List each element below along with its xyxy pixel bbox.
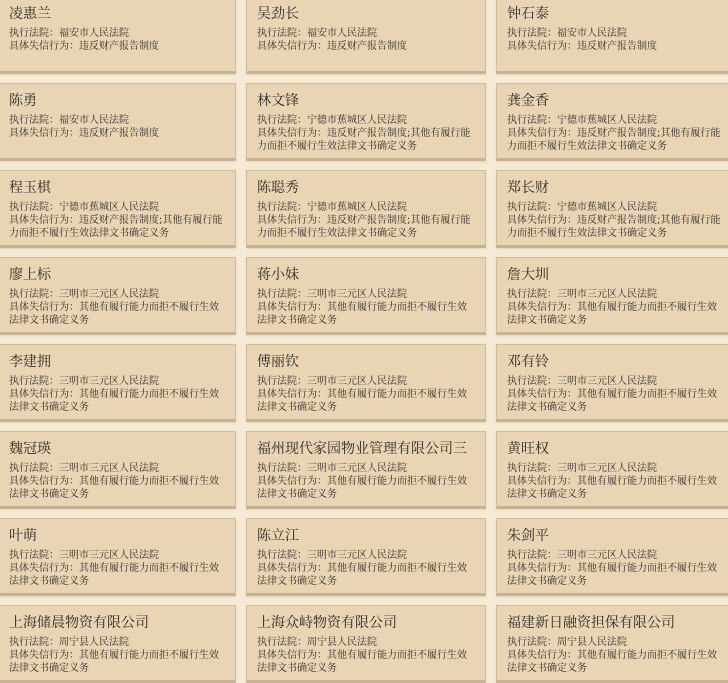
court-label: 执行法院： — [507, 289, 557, 300]
list-item[interactable] — [496, 83, 728, 161]
court-value: 三明市三元区人民法院 — [59, 550, 159, 561]
behavior-value: 其他有履行能力而拒不履行生效法律文书确定义务 — [507, 563, 717, 587]
behavior-value: 其他有履行能力而拒不履行生效法律文书确定义务 — [9, 389, 219, 413]
behavior-line — [9, 649, 225, 675]
court-line — [257, 375, 475, 388]
behavior-label: 具体失信行为： — [507, 128, 577, 139]
court-line — [257, 27, 475, 40]
list-item[interactable] — [496, 0, 728, 74]
court-value: 周宁县人民法院 — [59, 637, 129, 648]
court-value: 福安市人民法院 — [59, 28, 129, 39]
behavior-label: 具体失信行为： — [507, 650, 577, 661]
court-line — [507, 462, 725, 475]
person-name[interactable]: 林文锋 — [257, 93, 299, 109]
behavior-value: 违反财产报告制度;其他有履行能力而拒不履行生效法律文书确定义务 — [257, 215, 471, 239]
court-label: 执行法院： — [507, 202, 557, 213]
court-value: 宁德市蕉城区人民法院 — [557, 202, 657, 213]
person-name[interactable]: 程玉棋 — [9, 180, 51, 196]
list-item[interactable] — [0, 344, 236, 422]
list-item[interactable] — [0, 83, 236, 161]
behavior-line — [507, 388, 725, 414]
behavior-label: 具体失信行为： — [507, 389, 577, 400]
behavior-line — [507, 40, 725, 53]
list-item[interactable] — [246, 83, 486, 161]
person-name[interactable]: 郑长财 — [507, 180, 549, 196]
behavior-line — [9, 214, 225, 240]
behavior-line — [257, 475, 475, 501]
behavior-label: 具体失信行为： — [257, 476, 327, 487]
list-item[interactable] — [496, 431, 728, 509]
list-item[interactable] — [246, 170, 486, 248]
court-label: 执行法院： — [257, 376, 307, 387]
list-item[interactable] — [0, 431, 236, 509]
behavior-line — [9, 40, 225, 53]
behavior-value: 其他有履行能力而拒不履行生效法律文书确定义务 — [257, 563, 467, 587]
person-name[interactable]: 陈勇 — [9, 93, 37, 109]
list-item[interactable] — [496, 344, 728, 422]
court-label: 执行法院： — [507, 637, 557, 648]
behavior-line — [507, 649, 725, 675]
behavior-label: 具体失信行为： — [507, 215, 577, 226]
court-value: 三明市三元区人民法院 — [307, 550, 407, 561]
behavior-line — [257, 127, 475, 153]
behavior-label: 具体失信行为： — [9, 302, 79, 313]
court-line — [9, 114, 225, 127]
court-label: 执行法院： — [507, 28, 557, 39]
behavior-value: 违反财产报告制度 — [577, 41, 657, 52]
court-value: 宁德市蕉城区人民法院 — [59, 202, 159, 213]
person-name[interactable]: 上海储晨物资有限公司 — [9, 615, 149, 631]
behavior-label: 具体失信行为： — [507, 41, 577, 52]
behavior-line — [257, 388, 475, 414]
person-name[interactable]: 邓有铃 — [507, 354, 549, 370]
list-item[interactable] — [246, 431, 486, 509]
court-label: 执行法院： — [9, 115, 59, 126]
court-label: 执行法院： — [257, 202, 307, 213]
list-item[interactable] — [0, 518, 236, 596]
person-name[interactable]: 蒋小妹 — [257, 267, 299, 283]
court-label: 执行法院： — [9, 637, 59, 648]
court-line — [507, 201, 725, 214]
person-name[interactable]: 魏冠瑛 — [9, 441, 51, 457]
behavior-label: 具体失信行为： — [9, 650, 79, 661]
court-line — [507, 114, 725, 127]
list-item[interactable] — [0, 257, 236, 335]
court-label: 执行法院： — [9, 550, 59, 561]
list-item[interactable] — [246, 344, 486, 422]
behavior-label: 具体失信行为： — [507, 302, 577, 313]
behavior-line — [507, 301, 725, 327]
list-item[interactable] — [246, 257, 486, 335]
court-line — [257, 549, 475, 562]
list-item[interactable] — [0, 605, 236, 683]
behavior-value: 其他有履行能力而拒不履行生效法律文书确定义务 — [507, 650, 717, 674]
court-label: 执行法院： — [257, 637, 307, 648]
list-item[interactable] — [496, 170, 728, 248]
court-line — [9, 636, 225, 649]
behavior-value: 其他有履行能力而拒不履行生效法律文书确定义务 — [257, 476, 467, 500]
list-item[interactable] — [0, 170, 236, 248]
court-label: 执行法院： — [507, 376, 557, 387]
court-label: 执行法院： — [507, 115, 557, 126]
behavior-value: 其他有履行能力而拒不履行生效法律文书确定义务 — [9, 650, 219, 674]
court-value: 三明市三元区人民法院 — [307, 376, 407, 387]
court-label: 执行法院： — [507, 550, 557, 561]
court-value: 福安市人民法院 — [557, 28, 627, 39]
court-value: 宁德市蕉城区人民法院 — [557, 115, 657, 126]
behavior-line — [257, 649, 475, 675]
person-name[interactable]: 龚金香 — [507, 93, 549, 109]
behavior-line — [257, 562, 475, 588]
court-line — [507, 636, 725, 649]
behavior-label: 具体失信行为： — [9, 41, 79, 52]
court-value: 三明市三元区人民法院 — [557, 463, 657, 474]
court-value: 三明市三元区人民法院 — [307, 289, 407, 300]
court-value: 宁德市蕉城区人民法院 — [307, 202, 407, 213]
behavior-value: 其他有履行能力而拒不履行生效法律文书确定义务 — [257, 650, 467, 674]
behavior-line — [257, 214, 475, 240]
court-label: 执行法院： — [9, 202, 59, 213]
court-label: 执行法院： — [9, 28, 59, 39]
behavior-line — [9, 301, 225, 327]
person-name[interactable]: 凌惠兰 — [9, 6, 51, 22]
behavior-value: 违反财产报告制度 — [79, 41, 159, 52]
person-name[interactable]: 上海众峙物资有限公司 — [257, 615, 397, 631]
court-label: 执行法院： — [9, 289, 59, 300]
list-item[interactable] — [246, 518, 486, 596]
behavior-label: 具体失信行为： — [9, 563, 79, 574]
behavior-label: 具体失信行为： — [257, 41, 327, 52]
behavior-line — [257, 40, 475, 53]
court-value: 三明市三元区人民法院 — [557, 289, 657, 300]
court-line — [257, 201, 475, 214]
behavior-line — [507, 214, 725, 240]
court-line — [9, 549, 225, 562]
behavior-label: 具体失信行为： — [257, 563, 327, 574]
behavior-value: 其他有履行能力而拒不履行生效法律文书确定义务 — [507, 302, 717, 326]
court-value: 福安市人民法院 — [59, 115, 129, 126]
court-line — [507, 288, 725, 301]
behavior-label: 具体失信行为： — [257, 302, 327, 313]
person-name[interactable]: 李建拥 — [9, 354, 51, 370]
court-value: 三明市三元区人民法院 — [557, 550, 657, 561]
behavior-value: 违反财产报告制度;其他有履行能力而拒不履行生效法律文书确定义务 — [507, 128, 721, 152]
person-name[interactable]: 黄旺权 — [507, 441, 549, 457]
behavior-line — [9, 388, 225, 414]
court-line — [257, 462, 475, 475]
behavior-label: 具体失信行为： — [257, 650, 327, 661]
behavior-line — [507, 562, 725, 588]
person-name[interactable]: 陈立江 — [257, 528, 299, 544]
person-name[interactable]: 福建新日融资担保有限公司 — [507, 615, 675, 631]
court-label: 执行法院： — [9, 376, 59, 387]
court-value: 宁德市蕉城区人民法院 — [307, 115, 407, 126]
behavior-value: 其他有履行能力而拒不履行生效法律文书确定义务 — [9, 302, 219, 326]
behavior-label: 具体失信行为： — [9, 215, 79, 226]
court-line — [507, 375, 725, 388]
behavior-label: 具体失信行为： — [257, 128, 327, 139]
behavior-value: 违反财产报告制度;其他有履行能力而拒不履行生效法律文书确定义务 — [507, 215, 721, 239]
court-value: 周宁县人民法院 — [307, 637, 377, 648]
behavior-value: 违反财产报告制度;其他有履行能力而拒不履行生效法律文书确定义务 — [257, 128, 471, 152]
list-item[interactable] — [496, 605, 728, 683]
court-value: 周宁县人民法院 — [557, 637, 627, 648]
behavior-value: 其他有履行能力而拒不履行生效法律文书确定义务 — [9, 476, 219, 500]
list-item[interactable] — [496, 257, 728, 335]
person-name[interactable]: 陈聪秀 — [257, 180, 299, 196]
behavior-label: 具体失信行为： — [507, 563, 577, 574]
person-name[interactable]: 廖上标 — [9, 267, 51, 283]
court-label: 执行法院： — [9, 463, 59, 474]
person-name[interactable]: 詹大圳 — [507, 267, 549, 283]
court-line — [257, 636, 475, 649]
behavior-line — [507, 127, 725, 153]
behavior-label: 具体失信行为： — [257, 389, 327, 400]
list-item[interactable] — [0, 0, 236, 74]
behavior-label: 具体失信行为： — [507, 476, 577, 487]
person-name[interactable]: 朱剑平 — [507, 528, 549, 544]
list-item[interactable] — [246, 605, 486, 683]
behavior-label: 具体失信行为： — [9, 389, 79, 400]
court-value: 福安市人民法院 — [307, 28, 377, 39]
behavior-line — [257, 301, 475, 327]
court-line — [9, 288, 225, 301]
court-line — [9, 375, 225, 388]
court-label: 执行法院： — [507, 463, 557, 474]
court-value: 三明市三元区人民法院 — [59, 376, 159, 387]
court-value: 三明市三元区人民法院 — [307, 463, 407, 474]
person-name[interactable]: 福州现代家园物业管理有限公司三 — [257, 441, 467, 457]
behavior-value: 其他有履行能力而拒不履行生效法律文书确定义务 — [507, 389, 717, 413]
court-line — [9, 27, 225, 40]
behavior-value: 其他有履行能力而拒不履行生效法律文书确定义务 — [257, 302, 467, 326]
behavior-label: 具体失信行为： — [9, 128, 79, 139]
behavior-line — [9, 127, 225, 140]
court-line — [9, 462, 225, 475]
court-value: 三明市三元区人民法院 — [557, 376, 657, 387]
behavior-line — [9, 475, 225, 501]
court-label: 执行法院： — [257, 463, 307, 474]
behavior-value: 其他有履行能力而拒不履行生效法律文书确定义务 — [257, 389, 467, 413]
behavior-value: 其他有履行能力而拒不履行生效法律文书确定义务 — [507, 476, 717, 500]
court-line — [257, 288, 475, 301]
behavior-value: 违反财产报告制度;其他有履行能力而拒不履行生效法律文书确定义务 — [9, 215, 223, 239]
person-name[interactable]: 傅丽钦 — [257, 354, 299, 370]
behavior-value: 其他有履行能力而拒不履行生效法律文书确定义务 — [9, 563, 219, 587]
court-label: 执行法院： — [257, 289, 307, 300]
list-item[interactable] — [246, 0, 486, 74]
behavior-line — [507, 475, 725, 501]
court-line — [9, 201, 225, 214]
person-name[interactable]: 吴劲长 — [257, 6, 299, 22]
court-label: 执行法院： — [257, 28, 307, 39]
court-label: 执行法院： — [257, 115, 307, 126]
court-value: 三明市三元区人民法院 — [59, 289, 159, 300]
behavior-value: 违反财产报告制度 — [79, 128, 159, 139]
court-line — [257, 114, 475, 127]
behavior-label: 具体失信行为： — [257, 215, 327, 226]
court-line — [507, 549, 725, 562]
list-item[interactable] — [496, 518, 728, 596]
person-name[interactable]: 钟石泰 — [507, 6, 549, 22]
behavior-line — [9, 562, 225, 588]
person-name[interactable]: 叶萌 — [9, 528, 37, 544]
behavior-label: 具体失信行为： — [9, 476, 79, 487]
court-line — [507, 27, 725, 40]
court-label: 执行法院： — [257, 550, 307, 561]
behavior-value: 违反财产报告制度 — [327, 41, 407, 52]
court-value: 三明市三元区人民法院 — [59, 463, 159, 474]
